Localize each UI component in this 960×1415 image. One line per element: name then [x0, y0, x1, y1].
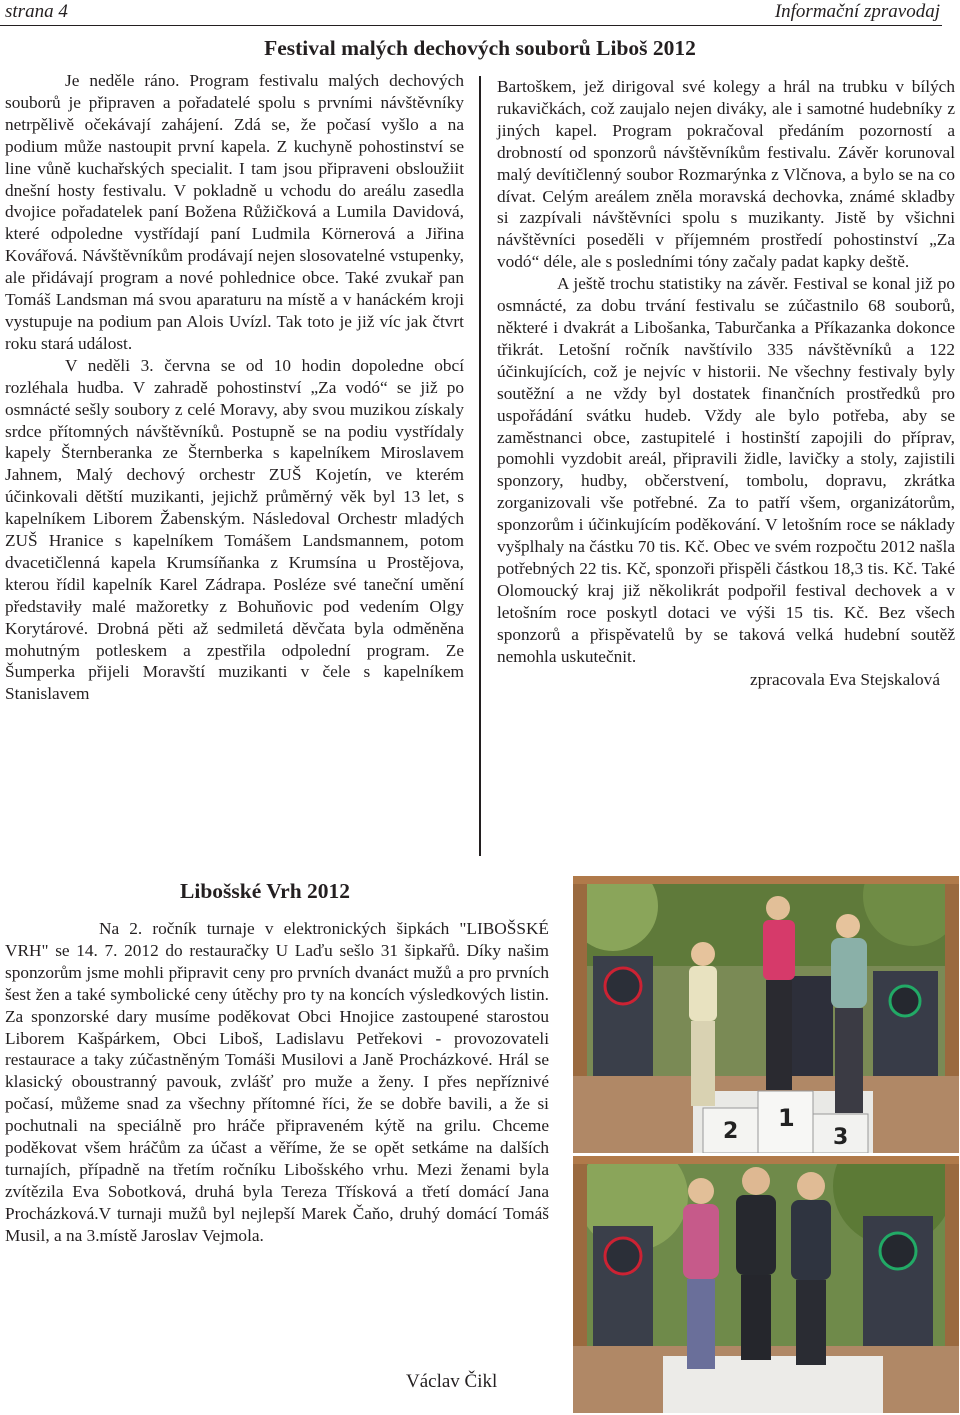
photo-men-podium-image [573, 1156, 959, 1413]
article-title-festival: Festival malých dechových souborů Liboš 2012 [264, 36, 696, 60]
photo-men-podium [573, 1156, 959, 1413]
festival-paragraph: Bartoškem, jež dirigoval své kolegy a hrál na trubku v bílých rukavičkách, což zaujalo nejen diváky, ale i samotné hudebníky z jiných kapel. Program pokračoval předáním pozorností a drobností od sponzorů návštěvníkům festivalu. Závěr korunoval malý devítičlenný soubor Rozmarýnka z Vlčnova, a bylo se na co dívat. Celým areálem zněla moravská dechovka, známé skladby si zazpívali návštěvníci spolu s muzikanty. Jistě by všichni návštěvníci poseděli v příjemném prostředí pohostinství „Za vodó“ déle, ale s posledními tóny začaly padat kapky deště. [497, 77, 955, 272]
darts-paragraph: Na 2. ročník turnaje v elektronických šipkách "LIBOŠSKÉ VRH" se 14. 7. 2012 do restauračky U Laďu sešlo 31 šipkařů. Díky našim sponzorům jsme mohli připravit ceny pro prvních dvanáct mužů a pro prvních šest žen a také symbolické ceny útěchy pro ty na koncích výsledkových listin. Za sponzorské dary musíme poděkovat Obci Hnojice zastoupené starostou Liborem Kašpárkem, Obci Liboš, Ladislavu Petřekovi - provozovateli restaurace a taky zúčastněným Tomáši Musilovi a Janě Procházkové. Hrál se klasický oboustranný pavouk, zvlášť pro muže a ženy. I přes nepříznivé počasí, můžeme snad za všechny přítomné říci, že se dobře bavili, a že si pochutnali na speciálně pro hráče připraveném kýtě na grilu. Chceme poděkovat všem hráčům za účast a věříme, že se opět setkáme na dalších turnajích, případně na třetím ročníku Libošského vrhu. Mezi ženami byla zvítězila Eva Sobotková, druhá byla Tereza Třísková a třetí domácí Jana Procházková.V turnaji mužů byl nejlepší Marek Čaňo, druhý domácí Tomáš Musil, a na 3.místě Jaroslav Vejmola. [5, 919, 549, 1245]
photo-women-podium-image [573, 876, 959, 1153]
column-divider [479, 76, 481, 856]
festival-paragraph: Je neděle ráno. Program festivalu malých dechových souborů je připraven a pořadatelé spolu s prvními návštěvníky netrpělivě očekávají zahájení. Zdá se, že počasí vyšlo a na podium může nastoupit první kapela. Z kuchyně pohostinství se line vůně kuchařských specialit. I tam jsou připraveni obsloužiit dnešní hosty festivalu. V pokladně u vchodu do areálu zasedla dvojice pořadatelek paní Božena Růžičková a Lumila Davidová, které odpoledne vystřídají paní Ludmila Körnerová a Jiřina Kovářová. Návštěvníkům prodávají nejen slosovatelné vstupenky, ale přidávají program a nové pohlednice obce. Také zvukař pan Tomáš Landsman má svou aparaturu na místě a v hanáckém kroji vystupuje na podium pan Alois Uvízl. Tak toto je již víc jak čtvrt roku stará událost. [5, 71, 464, 353]
festival-paragraph: V neděli 3. června se od 10 hodin dopoledne obcí rozléhala hudba. V zahradě pohostinství „Za vodó“ se již po osmnácté sešly soubory z celé Moravy, aby svou muzikou získaly srdce přítomných návštěvníků. Postupně se na podiu vystřídaly kapely Šternberanka ze Šternberka s kapelníkem Miroslavem Jahnem, Malý dechový orchestr ZUŠ Kojetín, ve kterém účinkovali dětští muzikanti, jejichž průměrný věk byl 13 let, s kapelníkem Liborem Žabenským. Následoval Orchestr mladých ZUŠ Hranice s kapelníkem Tomášem Landsmannem, potom dvacetičlenná kapela Krumsíňanka z Krumsína u Prostějova, kterou řídil kapelník Karel Zádrapa. Posléze své taneční umění představiły malé mažoretky z Bohuňovic pod vedením Olgy Korytárové. Drobná pěti až sedmiletá děvčata byla odměněna mohutným potleskem a zpestřila odpolední program. Ze Šumperka přijeli Moravští muzikanti v čele s kapelníkem Stanislavem [5, 355, 464, 704]
podium-label-1: 1 [778, 1104, 795, 1132]
darts-signature: Václav Čikl [406, 1371, 498, 1392]
publication-name: Informační zpravodaj [774, 1, 940, 22]
festival-column-right [497, 76, 955, 691]
podium-label-3: 3 [833, 1125, 849, 1150]
podium-label-2: 2 [723, 1119, 739, 1144]
article-title-darts: Libošské Vrh 2012 [180, 879, 351, 903]
festival-signature: zpracovala Eva Stejskalová [749, 670, 940, 690]
festival-column-left [5, 70, 464, 705]
page-number: strana 4 [5, 1, 68, 22]
darts-article-body [5, 918, 549, 1247]
header-rule [0, 25, 942, 26]
festival-paragraph: A ještě trochu statistiky na závěr. Festival se konal již po osmnácté, za dobu trvání festivalu se zúčastnilo 68 souborů, některé i dvakrát a Libošanka, Taburčanka a Příkazanka dokonce třikrát. Letošní ročník navštívilo 335 návštěvníků a 122 účinkujících, což je nejvíc v historii. Ne všechny festivaly byly soutěžní a ne vždy byl dostatek finančních prostředků pro uspořádání svátku hudeb. Vždy ale bylo potřeba, aby se zaměstnanci obce, zastupitelé i hostinští zapojili do příprav, pomohli vyzdobit areál, připravili židle, lavičky a stoly, zajistili sponzory, hudby, občerstvení, tombolu, dopravu, zkrátka zorganizovali vše potřebné. Za to patří všem, organizátorům, sponzorům i účinkujícím poděkování. V letošním roce se náklady vyšplhaly na částku 70 tis. Kč. Obec ve svém rozpočtu 2012 našla potřebných 22 tis. Kč, sponzoři přispěli částkou 18,3 tis. Kč. Také Olomoucký kraj již několikrát podpořil festival dechovek a v letošním roce poskytl dotaci ve výši 15 tis. Kč. Bez všech sponzorů a přispěvatelů by se taková velká hudební soutěž nemohla uskutečnit. [497, 274, 955, 666]
photo-women-podium [573, 876, 959, 1153]
